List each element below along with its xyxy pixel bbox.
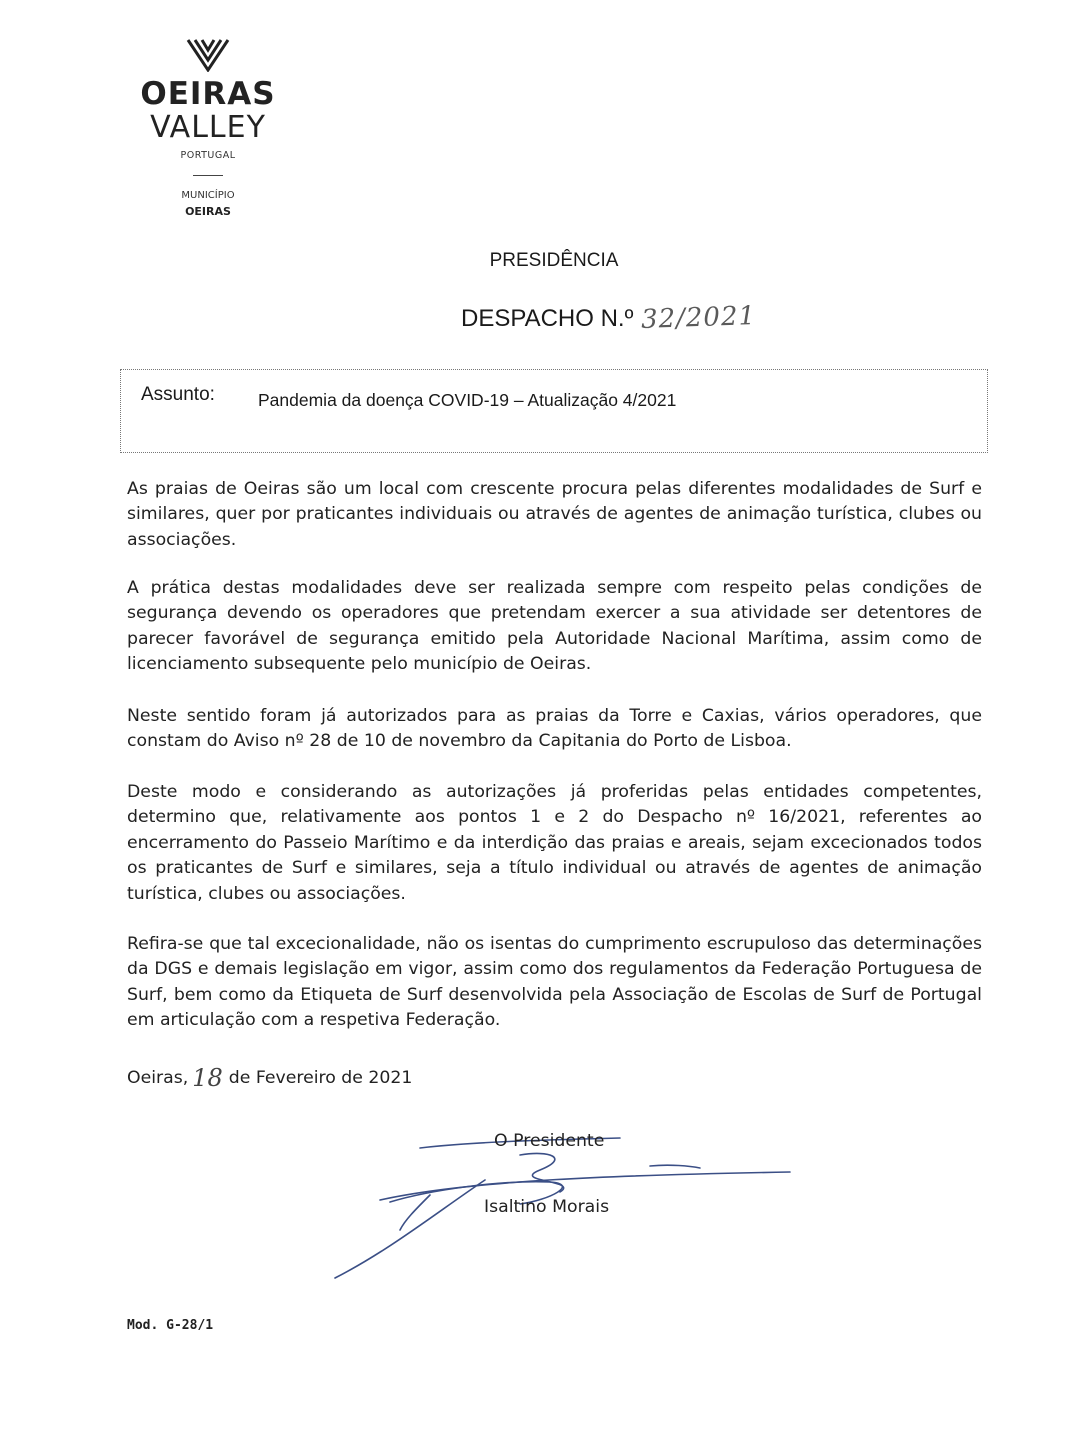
subject-text: Pandemia da doença COVID-19 – Atualização 4/2021 xyxy=(258,390,677,410)
dateline-month-year: de Fevereiro de 2021 xyxy=(228,1068,413,1088)
body-paragraph-1: As praias de Oeiras são um local com crescente procura pelas diferentes modalidades de Surf e similares, quer por praticantes individuais ou através de agentes de animação turística, clubes ou associações. xyxy=(127,479,982,550)
logo-divider xyxy=(193,175,223,176)
logo-country: PORTUGAL xyxy=(180,150,236,161)
signatory-name: Isaltino Morais xyxy=(484,1197,610,1217)
form-code: Mod. G-28/1 xyxy=(127,1318,214,1333)
body-paragraph-5: Refira-se que tal excecionalidade, não os isentas do cumprimento escrupuloso das determinações da DGS e demais legislação em vigor, assim como dos regulamentos da Federação Portuguesa de Surf, bem como da Etiqueta de Surf desenvolvida pela Associação de Escolas de Surf de Portugal em articulação com a respetiva Federação. xyxy=(127,934,982,1031)
logo-wordmark-oeiras: OEIRAS xyxy=(140,76,276,112)
document-title-label: DESPACHO N.º xyxy=(461,305,634,332)
logo-municipality-label: MUNICÍPIO xyxy=(181,190,235,201)
subject-box xyxy=(120,369,988,453)
body-paragraph-4: Deste modo e considerando as autorizações já proferidas pelas entidades competentes, determino que, relativamente aos pontos 1 e 2 do Despacho nº 16/2021, referentes ao encerramento do Passeio Marítimo e da interdição das praias e areais, sejam excecionados todos os praticantes de Surf e similares, seja a título individual ou através de agentes de animação turística, clubes ou associações. xyxy=(127,782,982,904)
body-paragraph-3: Neste sentido foram já autorizados para as praias da Torre e Caxias, vários operadores, que constam do Aviso nº 28 de 10 de novembro da Capitania do Porto de Lisboa. xyxy=(127,706,982,752)
department-heading: PRESIDÊNCIA xyxy=(489,250,619,271)
document-title xyxy=(461,303,756,333)
dateline-day-handwritten: 18 xyxy=(192,1064,223,1092)
body-paragraph-2: A prática destas modalidades deve ser realizada sempre com respeito pelas condições de segurança devendo os operadores que pretendam exercer a sua atividade ser detentores de parecer favorável de segurança emitido pela Autoridade Nacional Marítima, assim como de licenciamento subsequente pelo município de Oeiras. xyxy=(127,578,982,675)
subject-label: Assunto: xyxy=(141,384,215,405)
signatory-title: O Presidente xyxy=(494,1131,605,1151)
dateline xyxy=(127,1064,412,1092)
document-number-handwritten: 32/2021 xyxy=(640,301,757,335)
logo-wordmark-valley: VALLEY xyxy=(150,110,266,145)
oeiras-valley-logo-icon xyxy=(186,38,230,72)
logo-municipality-name: OEIRAS xyxy=(185,205,231,218)
dateline-place: Oeiras, xyxy=(127,1068,189,1088)
